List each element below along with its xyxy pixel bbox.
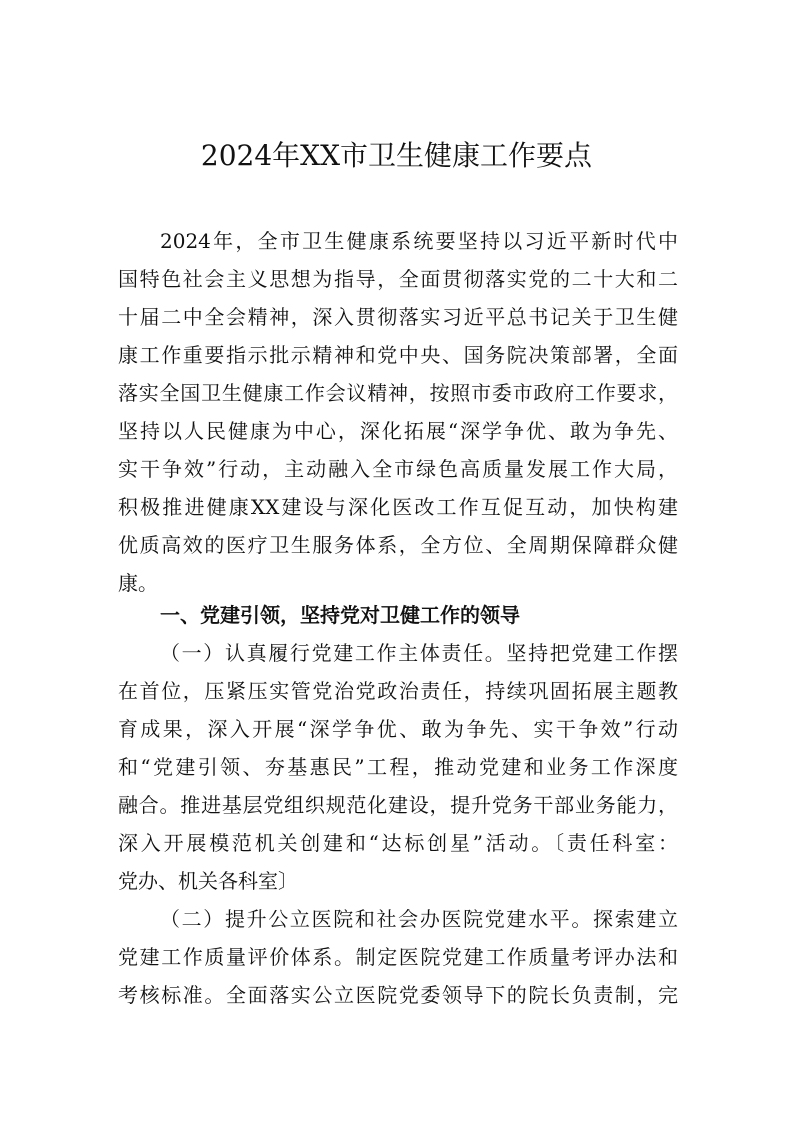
item1-line-4: 和“党建引领、夯基惠民”工程，推动党建和业务工作深度 [118, 755, 678, 779]
intro-line-3: 十届二中全会精神，深入贯彻落实习近平总书记关于卫生健 [118, 305, 678, 329]
intro-line-1: 2024年，全市卫生健康系统要坚持以习近平新时代中 [160, 229, 678, 253]
item2-line-2: 党建工作质量评价体系。制定医院党建工作质量考评办法和 [118, 945, 678, 969]
intro-line-6: 坚持以人民健康为中心，深化拓展“深学争优、敢为争先、 [118, 419, 678, 443]
item1-line-2: 在首位，压紧压实管党治党政治责任，持续巩固拓展主题教 [118, 679, 678, 703]
intro-line-8: 积极推进健康XX建设与深化医改工作互促互动，加快构建 [118, 495, 678, 519]
intro-line-2: 国特色社会主义思想为指导，全面贯彻落实党的二十大和二 [118, 267, 678, 291]
item1-line-6: 深入开展模范机关创建和“达标创星”活动。〔责任科室： [118, 831, 678, 855]
item1-first-line-rest: 坚持把党建工作摆 [506, 641, 679, 665]
item1-lead: （一）认真履行党建工作主体责任。 [160, 641, 507, 665]
item1-line-7: 党办、机关各科室〕 [118, 869, 298, 893]
intro-line-7: 实干争效”行动，主动融入全市绿色高质量发展工作大局， [118, 457, 678, 481]
item2-lead: （二）提升公立医院和社会办医院党建水平。 [160, 907, 594, 931]
intro-line-5: 落实全国卫生健康工作会议精神，按照市委市政府工作要求， [118, 381, 678, 405]
item2-first-line [160, 900, 678, 938]
item2-first-line-rest: 探索建立 [593, 907, 679, 931]
item1-line-3: 育成果，深入开展“深学争优、敢为争先、实干争效”行动 [118, 717, 678, 741]
item2-line-3: 考核标准。全面落实公立医院党委领导下的院长负责制，完 [118, 983, 678, 1007]
intro-line-10: 康。 [118, 571, 158, 595]
intro-line-9: 优质高效的医疗卫生服务体系，全方位、全周期保障群众健 [118, 533, 678, 557]
item1-line-5: 融合。推进基层党组织规范化建设，提升党务干部业务能力， [118, 793, 678, 817]
section-heading: 一、党建引领，坚持党对卫健工作的领导 [160, 603, 520, 627]
document-title: 2024年XX市卫生健康工作要点 [200, 139, 593, 172]
intro-line-4: 康工作重要指示批示精神和党中央、国务院决策部署，全面 [118, 343, 678, 367]
item1-first-line [160, 634, 678, 672]
